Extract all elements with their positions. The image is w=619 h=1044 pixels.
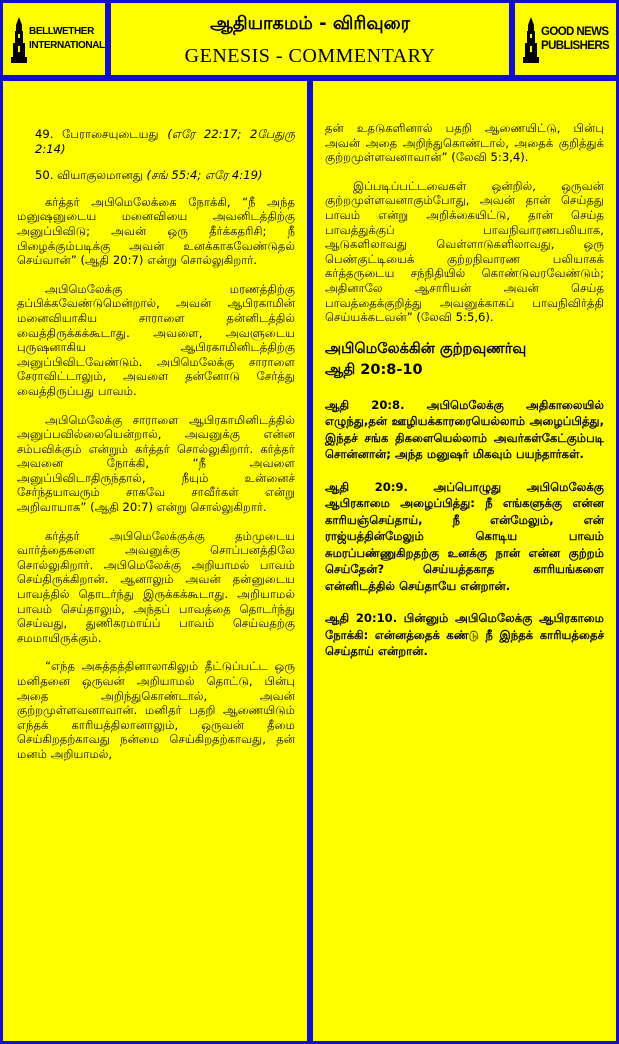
verse: ஆதி 20:9. அப்பொழுது அபிமெலேக்கு ஆபிரகாமை அழைப்பித்து: நீ எங்களுக்கு என்ன காரியஞ்செய்தாய், நீ என்மேலும், என் ராஜ்யத்தின்மேலும் கொடிய பாவம் சுமரப்பண்ணுகிறதற்கு உனக்கு நான் என்ன குற்றம் செய்தேன்? செய்யத்தகாத காரியங்களை என்னிடத்தில் செய்தாயே என்றான். [325,479,604,593]
paragraph: அபிமெலேக்கு மரணத்திற்கு தப்பிக்கவேண்டுமென்றால், அவன் ஆபிரகாமின் மனைவியாகிய சாராளை தன்னிடத்தில் வைத்திருக்கக்கூடாது. அவளை, அவளுடைய புருஷனாகிய ஆபிரகாமினிடத்திற்கு அனுப்பிவிடவேண்டும். அபிமெலேக்கு சாராளை சேராவிட்டாலும், அவளை தன்னோடு சேர்த்து வைத்திருப்பது பாவம். [17,281,295,398]
right-column [310,78,619,1044]
section-heading [325,339,604,381]
left-column [0,78,310,1044]
list-item-ref: (எரே 22:17; 2பேதுரு 2:14) [35,127,296,156]
paragraph: தன் உதடுகளினால் பதறி ஆணையிட்டு, பின்பு அவன் அதை அறிந்துகொண்டால், அதைக் குறித்துக் குற்றமுள்ளவனாவான்” (லேவி 5:3,4). [325,121,604,165]
paragraph: கர்த்தர் அபிமெலேக்குக்கு தம்முடைய வார்த்தைகளை அவனுக்கு சொப்பனத்திலே சொல்லுகிறார். அபிமெலேக்கு அறியாமல் பாவம் செய்திருக்கிறான். ஆனாலும் அவன் தன்னுடைய பாவத்தில் தொடர்ந்து இருக்கக்கூடாது. அறியாமல் பாவம் செய்தாலும், அந்தப் பாவத்தை தொடர்ந்து செய்வது, துணிகரமாய்ப் பாவம் செய்வதற்கு சமமாயிருக்கும். [17,528,295,645]
list-item-text: 49. பேராசையுடையது [35,127,159,141]
logo-line-2: PUBLISHERS [541,40,610,52]
list-item [17,168,295,183]
header-left-logo-box [0,0,108,78]
verse: ஆதி 20:10. பின்னும் அபிமெலேக்கு ஆபிரகாமை நோக்கி: என்னத்தைக் கண்டு நீ இந்தக் காரியத்தைச் செய்தாய் என்றான். [325,611,604,659]
bellwether-logo [9,15,105,65]
header-right-logo-box [512,0,619,78]
list-item [17,127,295,156]
page-title-english: GENESIS - COMMENTARY [184,45,436,67]
paragraph: இப்படிப்பட்டவைகள் ஒன்றில், ஒருவன் குற்றமுள்ளவனாகும்போது, அவன் தான் செய்தது பாவம் என்று அறிக்கையிட்டு, தான் செய்த பாவத்துக்குப் பாவநிவாரணபலியாக, ஆடுகளிலாவது வெள்ளாடுகளிலாவது, ஒரு பெண்குட்டியைக் குற்றநிவாரண பலியாகக் கர்த்தருடைய சந்நிதியில் கொண்டுவரவேண்டும்; அதினாலே ஆசாரியன் அவன் செய்த பாவத்தைக்குறித்து அவனுக்காகப் பாவநிவிர்த்தி செய்யக்கடவன்” (லேவி 5:5,6). [325,178,604,325]
logo-line-1: BELLWETHER [29,26,94,37]
paragraph: “எந்த அசுத்தத்தினாலாகிலும் தீட்டுப்பட்ட ஒரு மனிதனை ஒருவன் அறியாமல் தொட்டு, பின்பு அதை அறிந்துகொண்டால், அவன் குற்றமுள்ளவனாவான். மனிதர் பதறி ஆணையிடும் எந்தக் காரியத்திலானாலும், ஒருவன் தீமை செய்கிறதற்காவது நன்மை செய்கிறதற்காவது, தன் மனம் அறியாமல், [17,659,295,761]
verse: ஆதி 20:8. அபிமெலேக்கு அதிகாலையில் எழுந்து,தன் ஊழியக்காரரையெல்லாம் அழைப்பித்து, இந்தச் சங்க திகளையெல்லாம் அவர்கள்கேட்கும்படி சொன்னான்; அந்த மனுஷர் மிகவும் பயந்தார்கள். [325,397,604,462]
header-title-box [108,0,512,78]
logo-line-1: GOOD NEWS [541,26,609,38]
logo-line-2: INTERNATIONAL [29,40,105,51]
paragraph: அபிமெலேக்கு சாராளை ஆபிரகாமினிடத்தில் அனுப்பவில்லையென்றால், அவனுக்கு என்ன சம்பவிக்கும் என்றும் கர்த்தர் சொல்லுகிறார். கர்த்தர் அவனை நோக்கி, “நீ அவளை அனுப்பிவிடாதிருந்தால், நீயும் உன்னைச் சேர்ந்தயாவரும் சாகவே சாவீர்கள் என்று அறிவாயாக” (ஆதி 20:7) என்று சொல்லுகிறார். [17,412,295,515]
section-heading-title: அபிமெலேக்கின் குற்றவுணர்வு [325,340,527,357]
section-heading-reference: ஆதி 20:8-10 [325,361,423,378]
list-item-text: 50. வியாகுலமானது [35,168,143,183]
paragraph: கர்த்தர் அபிமெலேக்கை நோக்கி, “நீ அந்த மனுஷனுடைய மனைவியை அவனிடத்திற்கு அனுப்பிவிடு; அவன் ஒரு தீர்க்கதரிசி; நீ பிழைக்கும்படிக்கு அவன் உனக்காகவேண்டுதல் செய்வான்” (ஆதி 20:7) என்று சொல்லுகிறார். [17,194,295,268]
good-news-logo [521,15,613,65]
list-item-ref: (சங் 55:4; எரே 4:19) [146,168,263,183]
tower-icon [9,15,29,65]
page-title-tamil: ஆதியாகமம் - விரிவுரை [210,13,410,34]
tower-icon [521,15,541,65]
